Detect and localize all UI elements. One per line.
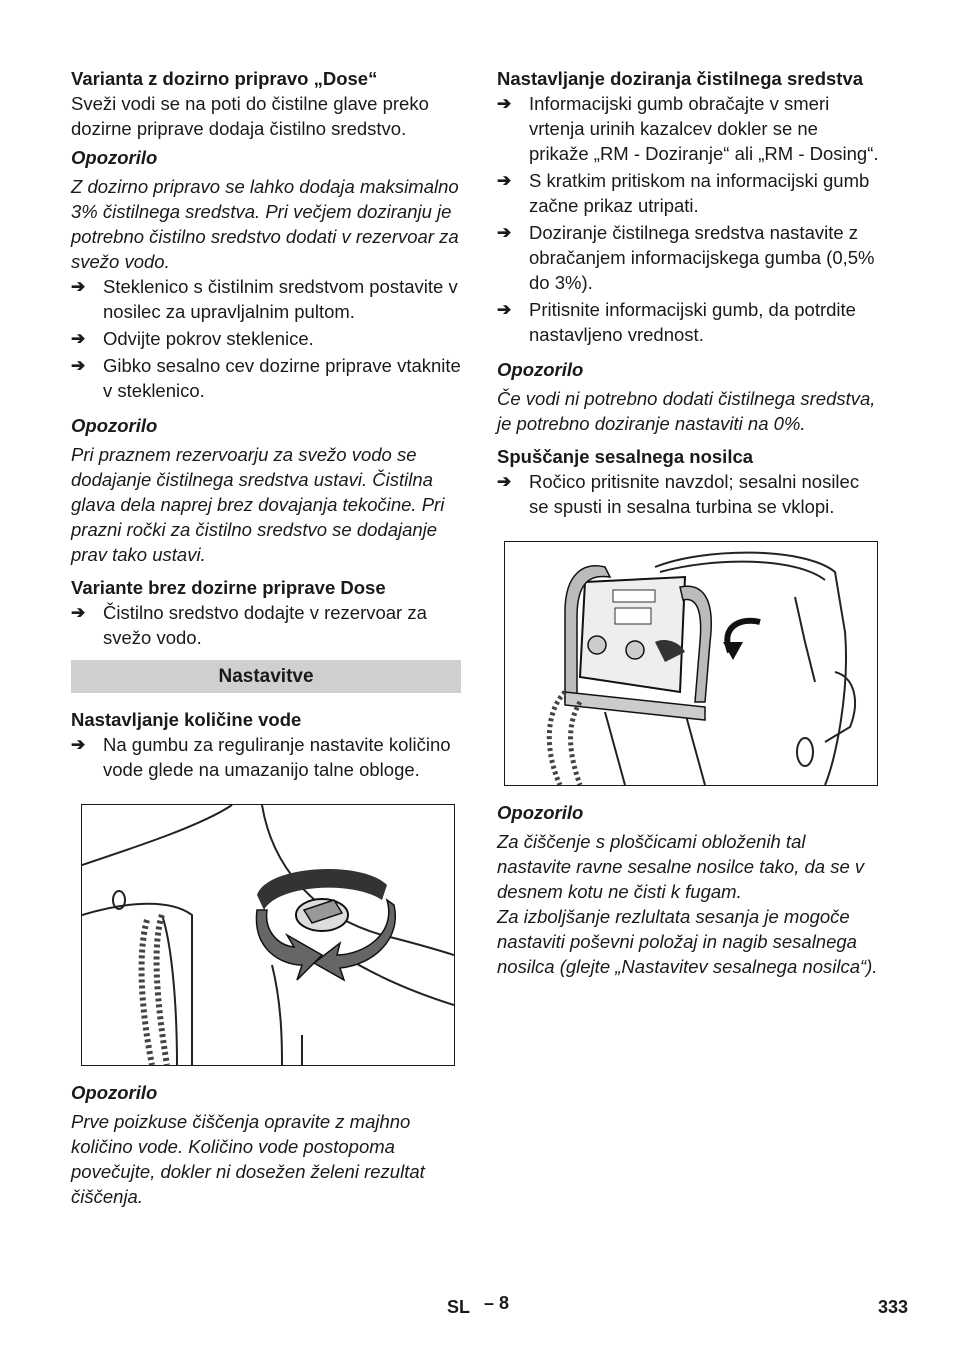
step-text: Čistilno sredstvo dodajte v rezervoar za svežo vodo. bbox=[103, 602, 427, 648]
step-text: S kratkim pritiskom na informacijski gumb začne prikaz utripati. bbox=[529, 170, 870, 216]
footer-page-number: 333 bbox=[878, 1297, 909, 1317]
section-header: Nastavitve bbox=[71, 660, 461, 693]
step-item bbox=[497, 469, 882, 519]
heading-water-quantity: Nastavljanje količine vode bbox=[71, 709, 302, 730]
right-arrow-icon: ➔ bbox=[497, 171, 512, 190]
step-text: Informacijski gumb obračajte v smeri vrtenja urinih kazalcev dokler se ne prikaže „RM - Doziranje“ ali „RM - Dosing“. bbox=[529, 93, 879, 164]
step-text: Pritisnite informacijski gumb, da potrdite nastavljeno vrednost. bbox=[529, 299, 856, 345]
right-arrow-icon: ➔ bbox=[497, 300, 512, 319]
step-item bbox=[497, 91, 882, 166]
footer-language-code: SL bbox=[447, 1297, 471, 1317]
footer-local-page: – 8 bbox=[484, 1293, 510, 1313]
step-item bbox=[71, 732, 461, 782]
note-text: Prve poizkuse čiščenja opravite z majhno količino vode. Količino vode postopoma povečujte, dokler ni dosežen želeni rezultat čiščenja. bbox=[71, 1111, 425, 1207]
right-arrow-icon: ➔ bbox=[71, 356, 86, 375]
right-arrow-icon: ➔ bbox=[497, 472, 512, 491]
step-item bbox=[71, 353, 461, 403]
note-text: Za čiščenje s ploščicami obloženih tal nastavite ravne sesalne nosilce tako, da se v desnem kotu ne čisti k fugam. bbox=[497, 831, 865, 902]
step-text: Steklenico s čistilnim sredstvom postavite v nosilec za upravljalnim pultom. bbox=[103, 276, 458, 322]
water-regulator-knob-figure bbox=[81, 804, 455, 1066]
right-arrow-icon: ➔ bbox=[497, 223, 512, 242]
step-text: Doziranje čistilnega sredstva nastavite z obračanjem informacijskega gumba (0,5% do 3%). bbox=[529, 222, 875, 293]
note-title: Opozorilo bbox=[71, 1082, 158, 1103]
step-item bbox=[71, 274, 461, 324]
note-title: Opozorilo bbox=[497, 359, 584, 380]
step-item bbox=[71, 600, 461, 650]
note-title: Opozorilo bbox=[71, 147, 158, 168]
left-column bbox=[71, 66, 461, 1209]
step-text: Gibko sesalno cev dozirne priprave vtaknite v steklenico. bbox=[103, 355, 461, 401]
right-arrow-icon: ➔ bbox=[71, 735, 86, 754]
step-item bbox=[497, 297, 882, 347]
step-item bbox=[497, 220, 882, 295]
heading-lower-squeegee: Spuščanje sesalnega nosilca bbox=[497, 446, 754, 467]
step-text: Ročico pritisnite navzdol; sesalni nosilec se spusti in sesalna turbina se vklopi. bbox=[529, 471, 860, 517]
paragraph-dose-intro: Sveži vodi se na poti do čistilne glave preko dozirne priprave dodaja čistilno sredstvo. bbox=[71, 93, 429, 139]
note-text: Za izboljšanje rezlultata sesanja je mogoče nastaviti poševni položaj in nagib sesalnega nosilca (glejte „Nastavitev sesalnega nosilca“). bbox=[497, 906, 878, 977]
right-arrow-icon: ➔ bbox=[71, 603, 86, 622]
right-arrow-icon: ➔ bbox=[497, 94, 512, 113]
heading-without-dose: Variante brez dozirne priprave Dose bbox=[71, 577, 386, 598]
heading-dose-variant: Varianta z dozirno pripravo „Dose“ bbox=[71, 68, 378, 89]
right-arrow-icon: ➔ bbox=[71, 277, 86, 296]
squeegee-lever-figure bbox=[504, 541, 878, 786]
right-column bbox=[497, 66, 882, 979]
note-text: Pri praznem rezervoarju za svežo vodo se dodajanje čistilnega sredstva ustavi. Čistilna glava dela naprej brez dovajanja tekočine. Pri prazni ročki za čistilno sredstvo se dodajanje prav tako ustavi. bbox=[71, 444, 445, 565]
step-item bbox=[497, 168, 882, 218]
note-text: Če vodi ni potrebno dodati čistilnega sredstva, je potrebno doziranje nastaviti na 0%. bbox=[497, 388, 876, 434]
heading-dosing-adjust: Nastavljanje doziranja čistilnega sredstva bbox=[497, 68, 864, 89]
step-text: Odvijte pokrov steklenice. bbox=[103, 328, 314, 349]
step-text: Na gumbu za reguliranje nastavite količino vode glede na umazanijo talne obloge. bbox=[103, 734, 451, 780]
note-title: Opozorilo bbox=[497, 802, 584, 823]
right-arrow-icon: ➔ bbox=[71, 329, 86, 348]
note-text: Z dozirno pripravo se lahko dodaja maksimalno 3% čistilnega sredstva. Pri večjem doziranju je potrebno čistilno sredstvo dodati v rezervoar za svežo vodo. bbox=[71, 176, 459, 272]
step-item bbox=[71, 326, 461, 351]
note-title: Opozorilo bbox=[71, 415, 158, 436]
